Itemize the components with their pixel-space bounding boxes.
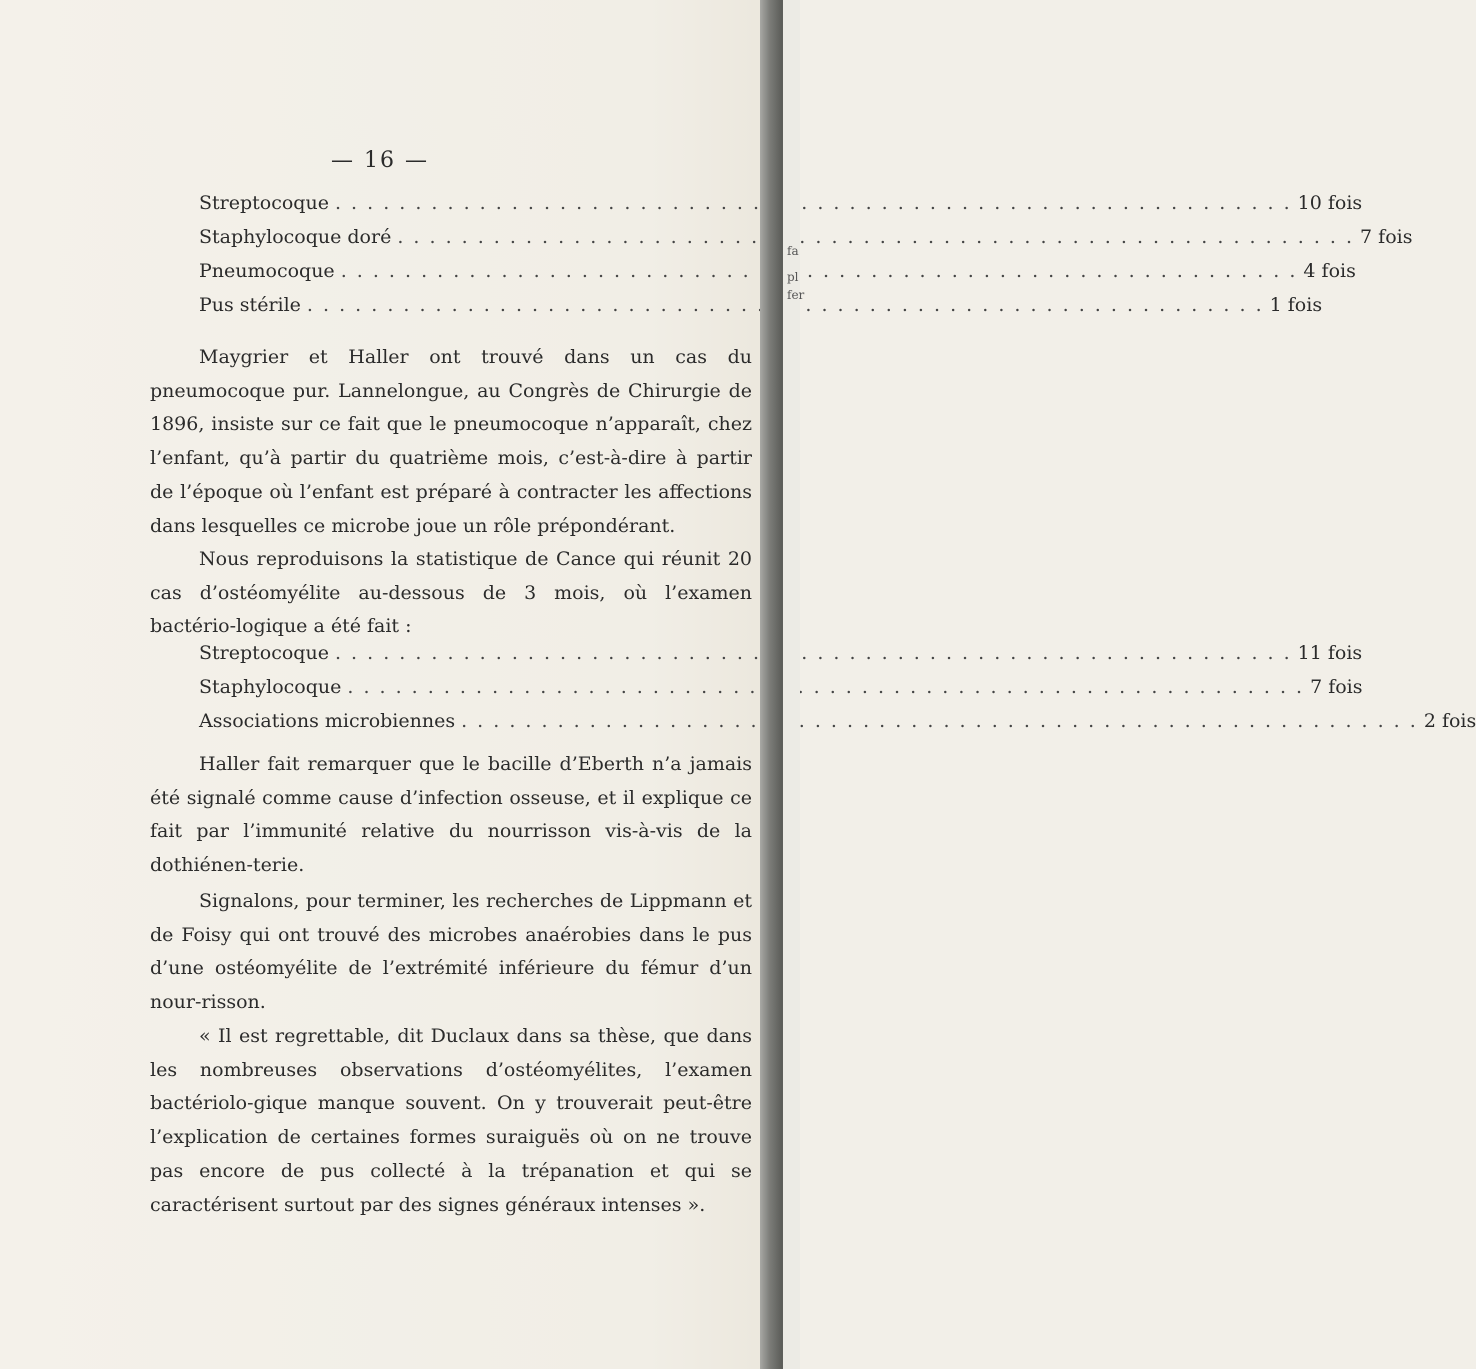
- row-count: 1 fois: [1269, 294, 1323, 316]
- dot-leader: [341, 260, 1298, 282]
- adjacent-page-fragment: fer: [787, 288, 805, 302]
- row-label: Pneumocoque: [199, 260, 335, 282]
- table-row: [199, 192, 1363, 226]
- adjacent-page-fragment: pl: [787, 270, 799, 284]
- paragraph-lippmann: Signalons, pour terminer, les recherches de Lippmann et de Foisy qui ont trouvé des microbes anaérobies dans le pus d’une ostéomyélite de l’extrémité inférieure du fémur d’un nour-risson.: [150, 890, 752, 1014]
- paragraph-maygrier: Maygrier et Haller ont trouvé dans un cas du pneumocoque pur. Lannelongue, au Congrès de Chirurgie de 1896, insiste sur ce fait que le pneumocoque n’apparaît, chez l’enfant, qu’à partir du quatrième mois, c’est-à-dire à partir de l’époque où l’enfant est préparé à contracter les affections dans lesquelles ce microbe joue un rôle prépondérant.: [150, 346, 752, 537]
- dot-leader: [397, 226, 1354, 248]
- adjacent-page-fragment: fa: [787, 244, 799, 258]
- paragraph-haller: Haller fait remarquer que le bacille d’Eberth n’a jamais été signalé comme cause d’infection osseuse, et il explique ce fait par l’immunité relative du nourrisson vis-à-vis de la dothiénen-terie.: [150, 753, 752, 877]
- row-label: Staphylocoque: [199, 676, 342, 698]
- page-number: — 16 —: [331, 148, 429, 173]
- paragraph-duclaux-quote: « Il est regrettable, dit Duclaux dans sa thèse, que dans les nombreuses observations d’ostéomyélites, l’examen bactériolo-gique manque souvent. On y trouverait peut-être l’explication de certaines formes suraiguës où on ne trouve pas encore de pus collecté à la trépanation et qui se caractérisent surtout par des signes généraux intenses ».: [150, 1025, 752, 1216]
- row-count: 7 fois: [1360, 226, 1413, 248]
- row-count: 4 fois: [1303, 260, 1356, 282]
- table-row: [199, 676, 1363, 710]
- row-label: Streptocoque: [199, 192, 329, 214]
- dot-leader: [461, 710, 1418, 732]
- dot-leader: [335, 642, 1292, 664]
- row-count: 10 fois: [1297, 192, 1363, 214]
- row-count: 11 fois: [1297, 642, 1363, 664]
- dot-leader: [335, 192, 1292, 214]
- row-count: 2 fois: [1423, 710, 1476, 732]
- table-row: [199, 710, 1476, 744]
- table-row: [199, 642, 1363, 676]
- row-label: Pus stérile: [199, 294, 301, 316]
- row-label: Staphylocoque doré: [199, 226, 392, 248]
- row-label: Streptocoque: [199, 642, 329, 664]
- row-label: Associations microbiennes: [199, 710, 456, 732]
- adjacent-page-edge: [783, 0, 800, 1369]
- row-count: 7 fois: [1310, 676, 1363, 698]
- paragraph-cance: Nous reproduisons la statistique de Cance qui réunit 20 cas d’ostéomyélite au-dessous de 3 mois, où l’examen bactério-logique a été fait :: [150, 548, 752, 638]
- statistics-table-2: [199, 642, 1476, 744]
- dot-leader: [347, 676, 1304, 698]
